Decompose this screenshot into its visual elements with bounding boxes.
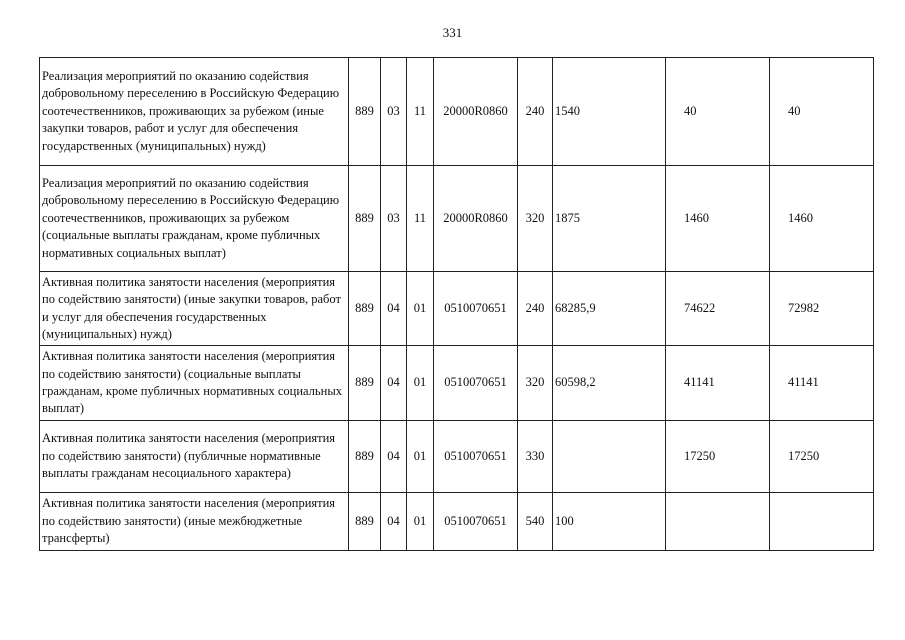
subsection-code: 11 [407,58,434,166]
amount-year-3: 40 [770,58,874,166]
expense-type-code: 240 [518,58,553,166]
target-article-code: 0510070651 [434,272,518,346]
subsection-code: 11 [407,166,434,272]
row-description: Активная политика занятости населения (мероприятия по содействию занятости) (социальные выплаты гражданам, кроме публичных нормативных социальных выплат) [40,346,349,421]
section-code: 03 [381,58,407,166]
row-description: Активная политика занятости населения (мероприятия по содействию занятости) (иные межбюджетные трансферты) [40,493,349,551]
section-code: 04 [381,493,407,551]
amount-year-2: 17250 [666,421,770,493]
section-code: 04 [381,272,407,346]
ministry-code: 889 [349,346,381,421]
table-row [40,166,874,272]
amount-year-2: 40 [666,58,770,166]
amount-year-3: 17250 [770,421,874,493]
subsection-code: 01 [407,272,434,346]
target-article-code: 20000R0860 [434,58,518,166]
table-row [40,493,874,551]
expense-type-code: 330 [518,421,553,493]
row-description: Активная политика занятости населения (мероприятия по содействию занятости) (публичные нормативные выплаты гражданам несоциального характера) [40,421,349,493]
target-article-code: 0510070651 [434,421,518,493]
amount-year-3: 1460 [770,166,874,272]
amount-year-1: 1875 [553,166,666,272]
amount-year-3 [770,493,874,551]
ministry-code: 889 [349,421,381,493]
row-description: Реализация мероприятий по оказанию содействия добровольному переселению в Российскую Федерацию соотечественников, проживающих за рубежом (социальные выплаты гражданам, кроме публичных нормативных социальных выплат) [40,166,349,272]
expense-type-code: 320 [518,346,553,421]
row-description: Активная политика занятости населения (мероприятия по содействию занятости) (иные закупки товаров, работ и услуг для обеспечения государственных (муниципальных) нужд) [40,272,349,346]
subsection-code: 01 [407,493,434,551]
target-article-code: 0510070651 [434,493,518,551]
amount-year-3: 41141 [770,346,874,421]
amount-year-2: 41141 [666,346,770,421]
target-article-code: 0510070651 [434,346,518,421]
table-row [40,421,874,493]
amount-year-1 [553,421,666,493]
amount-year-1: 1540 [553,58,666,166]
subsection-code: 01 [407,346,434,421]
ministry-code: 889 [349,272,381,346]
expense-type-code: 320 [518,166,553,272]
expense-type-code: 540 [518,493,553,551]
table-row [40,58,874,166]
table-row [40,272,874,346]
budget-table [39,57,874,551]
subsection-code: 01 [407,421,434,493]
amount-year-2: 74622 [666,272,770,346]
amount-year-2 [666,493,770,551]
amount-year-1: 100 [553,493,666,551]
amount-year-1: 68285,9 [553,272,666,346]
table-row [40,346,874,421]
page-number: 331 [442,25,463,40]
section-code: 04 [381,346,407,421]
section-code: 04 [381,421,407,493]
target-article-code: 20000R0860 [434,166,518,272]
section-code: 03 [381,166,407,272]
expense-type-code: 240 [518,272,553,346]
amount-year-1: 60598,2 [553,346,666,421]
ministry-code: 889 [349,166,381,272]
ministry-code: 889 [349,493,381,551]
ministry-code: 889 [349,58,381,166]
amount-year-2: 1460 [666,166,770,272]
row-description: Реализация мероприятий по оказанию содействия добровольному переселению в Российскую Федерацию соотечественников, проживающих за рубежом (иные закупки товаров, работ и услуг для обеспечения государственных (муниципальных) нужд) [40,58,349,166]
amount-year-3: 72982 [770,272,874,346]
